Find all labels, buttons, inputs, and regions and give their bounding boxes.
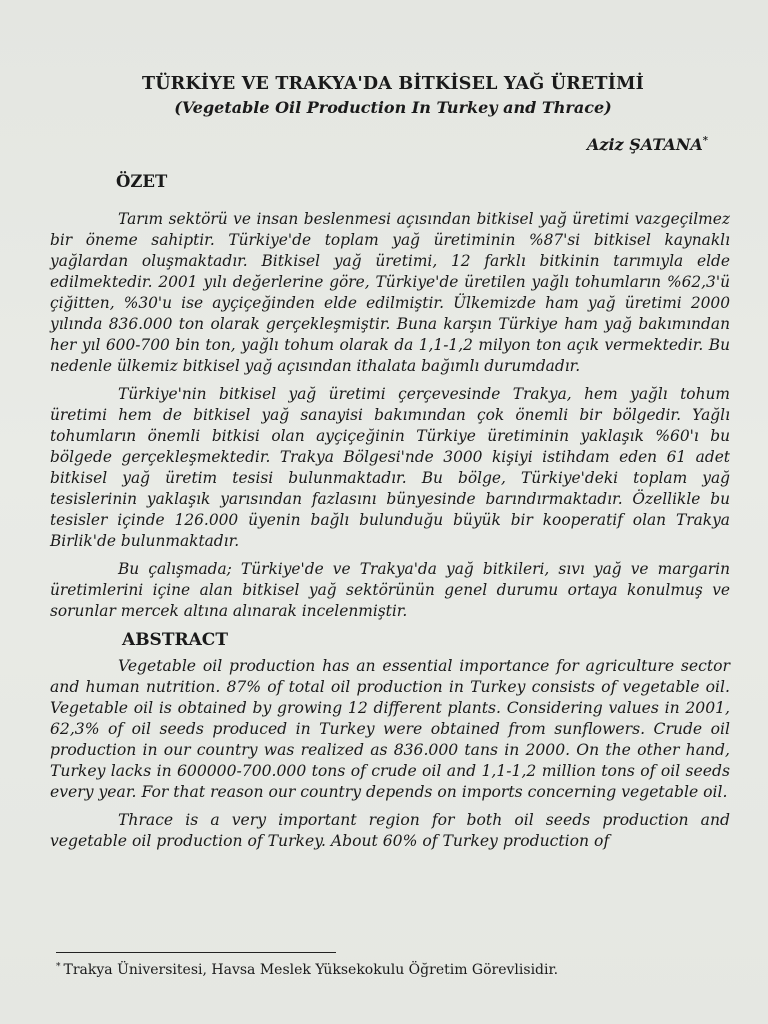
- ozet-paragraph: Tarım sektörü ve insan beslenmesi açısından bitkisel yağ üretimi vazgeçilmez bir öneme sahiptir. Türkiye'de toplam yağ üretiminin %87'si bitkisel kaynaklı yağlardan oluşmaktadır. Bitkisel yağ üretimi, 12 farklı bitkinin tarımıyla elde edilmektedir. 2001 yılı değerlerine göre, Türkiye'de üretilen yağlı tohumların %62,3'ü çiğitten, %30'u ise ayçiçeğinden elde edilmiştir. Ülkemizde ham yağ üretimi 2000 yılında 836.000 ton olarak gerçekleşmiştir. Buna karşın Türkiye ham yağ bakımından her yıl 600-700 bin ton, yağlı tohum olarak da 1,1-1,2 milyon ton açık vermektedir. Bu nedenle ülkemiz bitkisel yağ açısından ithalata bağımlı durumdadır.: [50, 210, 730, 375]
- footnote-text: Trakya Üniversitesi, Havsa Meslek Yüksekokulu Öğretim Görevlisidir.: [63, 962, 559, 978]
- abstract-paragraph: Vegetable oil production has an essential importance for agriculture sector and human nutrition. 87% of total oil production in Turkey consists of vegetable oil. Vegetable oil is obtained by growing 12 different plants. Considering values in 2001, 62,3% of oil seeds produced in Turkey were obtained from sunflowers. Crude oil production in our country was realized as 836.000 tans in 2000. On the other hand, Turkey lacks in 600000-700.000 tons of crude oil and 1,1-1,2 million tons of oil seeds every year. For that reason our country depends on imports concerning vegetable oil.: [50, 657, 730, 801]
- footnote: [56, 962, 558, 978]
- footnote-divider: [56, 952, 336, 953]
- author-line: [50, 135, 708, 154]
- footnote-mark: *: [56, 962, 61, 972]
- paper-subtitle: (Vegetable Oil Production In Turkey and Thrace): [174, 98, 612, 117]
- abstract-heading: ABSTRACT: [122, 630, 228, 650]
- ozet-heading: ÖZET: [116, 172, 168, 191]
- author-footnote-mark: *: [702, 135, 708, 147]
- ozet-paragraph: Bu çalışmada; Türkiye'de ve Trakya'da yağ bitkileri, sıvı yağ ve margarin üretimlerini içine alan bitkisel yağ sektörünün genel durumu ortaya konulmuş ve sorunlar mercek altına alınarak incelenmiştir.: [50, 560, 730, 620]
- ozet-paragraph: Türkiye'nin bitkisel yağ üretimi çerçevesinde Trakya, hem yağlı tohum üretimi hem de bitkisel yağ sanayisi bakımından çok önemli bir bölgedir. Yağlı tohumların önemli bitkisi olan ayçiçeğinin Türkiye üretiminin yaklaşık %60'ı bu bölgede gerçekleşmektedir. Trakya Bölgesi'nde 3000 kişiyi istihdam eden 61 adet bitkisel yağ üretim tesisi bulunmaktadır. Bu bölge, Türkiye'deki toplam yağ tesislerinin yaklaşık yarısından fazlasını bünyesinde barındırmaktadır. Özellikle bu tesisler içinde 126.000 üyenin bağlı bulunduğu büyük bir kooperatif olan Trakya Birlik'de bulunmaktadır.: [50, 385, 730, 550]
- author-name: Aziz ŞATANA: [586, 135, 703, 154]
- paper-title: TÜRKİYE VE TRAKYA'DA BİTKİSEL YAĞ ÜRETİMİ: [141, 74, 645, 94]
- abstract-paragraph: Thrace is a very important region for both oil seeds production and vegetable oil production of Turkey. About 60% of Turkey production of: [50, 811, 730, 850]
